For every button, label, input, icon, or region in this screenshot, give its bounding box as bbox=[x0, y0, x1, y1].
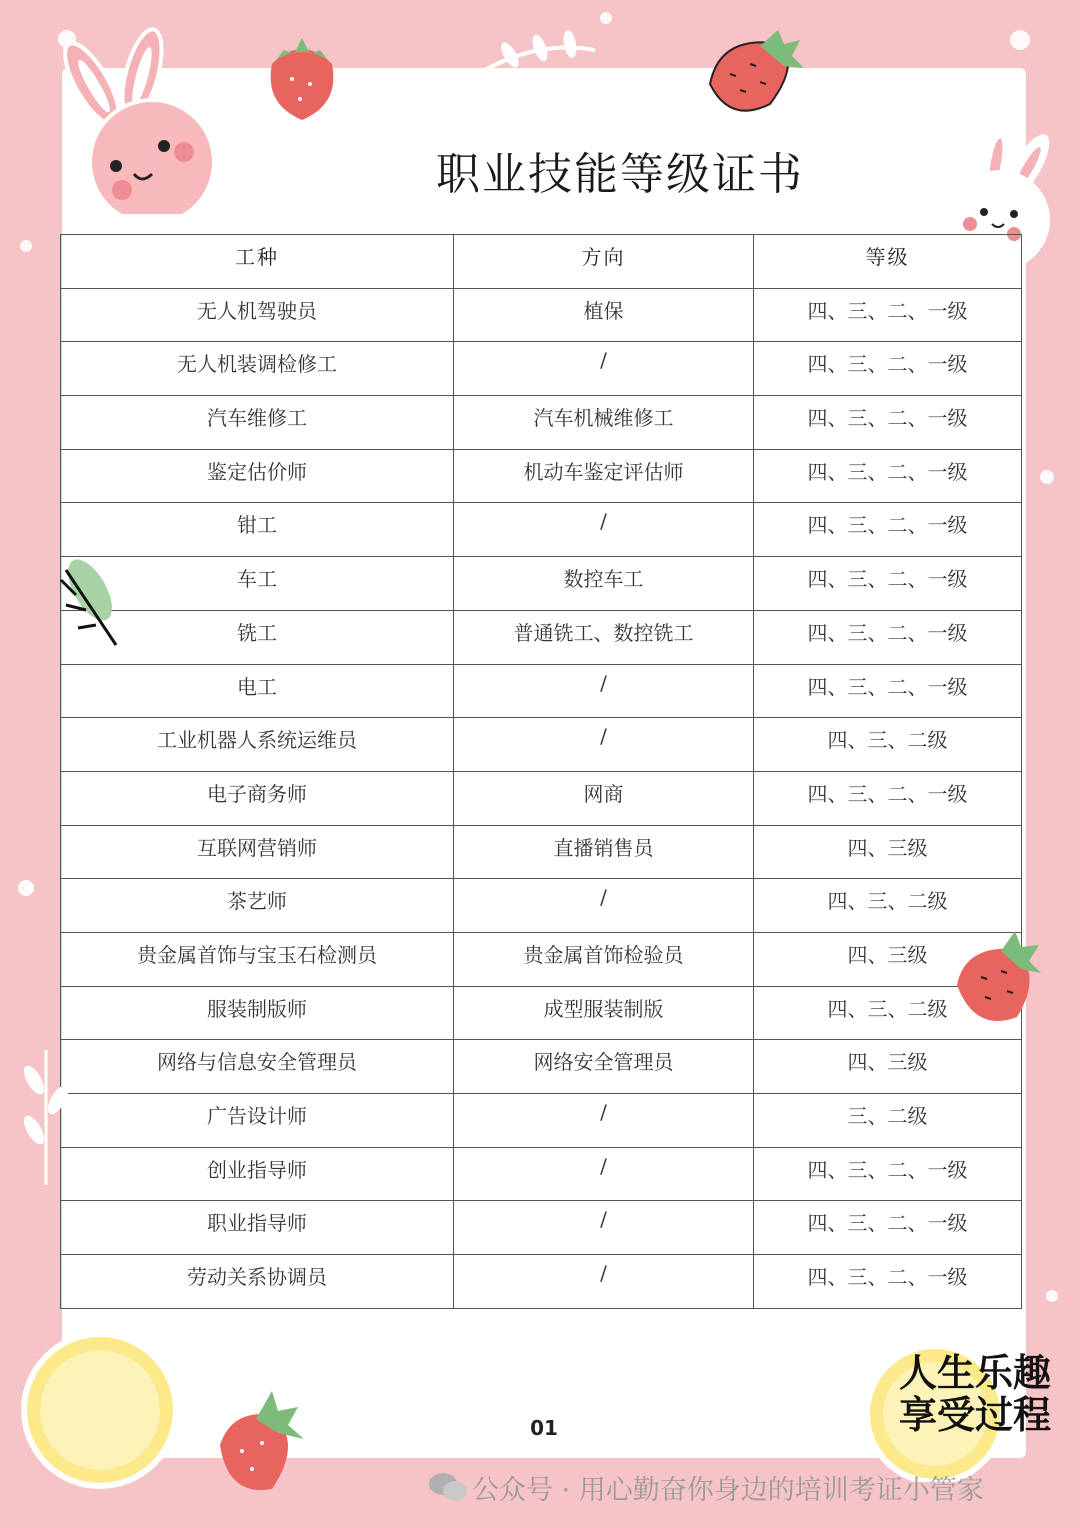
cell-level: 四、三、二、一级 bbox=[754, 557, 1022, 611]
cell-level: 三、二级 bbox=[754, 1094, 1022, 1148]
cell-job-type: 汽车维修工 bbox=[61, 396, 454, 450]
cell-direction: / bbox=[454, 1255, 754, 1309]
cell-job-type: 职业指导师 bbox=[61, 1201, 454, 1255]
bunny-icon bbox=[34, 24, 224, 214]
table-row bbox=[61, 1094, 1022, 1148]
cell-direction: 成型服装制版 bbox=[454, 986, 754, 1040]
cell-direction: / bbox=[454, 1094, 754, 1148]
cell-level: 四、三、二级 bbox=[754, 718, 1022, 772]
cell-level: 四、三级 bbox=[754, 825, 1022, 879]
table-row bbox=[61, 342, 1022, 396]
cell-direction: 数控车工 bbox=[454, 557, 754, 611]
cell-level: 四、三、二、一级 bbox=[754, 503, 1022, 557]
cell-level: 四、三、二、一级 bbox=[754, 1255, 1022, 1309]
header-direction: 方向 bbox=[454, 235, 754, 289]
cell-level: 四、三、二级 bbox=[754, 986, 1022, 1040]
leaf-icon bbox=[56, 550, 126, 650]
cell-job-type: 劳动关系协调员 bbox=[61, 1255, 454, 1309]
certificate-table bbox=[60, 234, 1022, 1309]
cell-job-type: 服装制版师 bbox=[61, 986, 454, 1040]
table-row bbox=[61, 288, 1022, 342]
cell-direction: / bbox=[454, 503, 754, 557]
cell-direction: 网络安全管理员 bbox=[454, 1040, 754, 1094]
page-number: 01 bbox=[530, 1416, 558, 1440]
header-level: 等级 bbox=[754, 235, 1022, 289]
watermark: 公众号 · 用心勤奋你身边的培训考证小管家 bbox=[472, 1475, 984, 1506]
cell-level: 四、三级 bbox=[754, 1040, 1022, 1094]
bg-dot bbox=[1010, 30, 1030, 50]
leaf-icon bbox=[480, 30, 600, 80]
cell-job-type: 茶艺师 bbox=[61, 879, 454, 933]
strawberry-icon bbox=[945, 925, 1045, 1035]
table-row bbox=[61, 610, 1022, 664]
slogan-line-2: 享受过程 bbox=[898, 1393, 1051, 1437]
page-title: 职业技能等级证书 bbox=[436, 149, 804, 200]
bg-dot bbox=[20, 240, 32, 252]
table-row bbox=[61, 557, 1022, 611]
header-job-type: 工种 bbox=[61, 235, 454, 289]
cell-level: 四、三、二、一级 bbox=[754, 342, 1022, 396]
table-row bbox=[61, 879, 1022, 933]
cell-job-type: 鉴定估价师 bbox=[61, 449, 454, 503]
strawberry-icon bbox=[212, 1385, 312, 1505]
cell-job-type: 车工 bbox=[61, 557, 454, 611]
cell-direction: / bbox=[454, 664, 754, 718]
cell-direction: 普通铣工、数控铣工 bbox=[454, 610, 754, 664]
table-row bbox=[61, 932, 1022, 986]
bg-dot bbox=[600, 12, 612, 24]
table-row bbox=[61, 396, 1022, 450]
table-row bbox=[61, 664, 1022, 718]
cell-job-type: 无人机驾驶员 bbox=[61, 288, 454, 342]
bg-dot bbox=[1040, 470, 1054, 484]
cell-direction: / bbox=[454, 1147, 754, 1201]
strawberry-icon bbox=[700, 24, 810, 124]
cell-level: 四、三、二、一级 bbox=[754, 288, 1022, 342]
table-row bbox=[61, 503, 1022, 557]
cell-level: 四、三级 bbox=[754, 932, 1022, 986]
cell-level: 四、三、二、一级 bbox=[754, 771, 1022, 825]
wechat-icon bbox=[428, 1470, 468, 1504]
table-row bbox=[61, 825, 1022, 879]
cell-direction: / bbox=[454, 718, 754, 772]
cell-job-type: 网络与信息安全管理员 bbox=[61, 1040, 454, 1094]
leaf-icon bbox=[16, 1040, 76, 1190]
cell-job-type: 贵金属首饰与宝玉石检测员 bbox=[61, 932, 454, 986]
cell-job-type: 钳工 bbox=[61, 503, 454, 557]
cell-direction: / bbox=[454, 1201, 754, 1255]
cell-job-type: 工业机器人系统运维员 bbox=[61, 718, 454, 772]
strawberry-icon bbox=[262, 24, 342, 124]
cell-level: 四、三、二级 bbox=[754, 879, 1022, 933]
bg-dot bbox=[18, 880, 34, 896]
lemon-icon bbox=[20, 1330, 180, 1490]
cell-direction: 直播销售员 bbox=[454, 825, 754, 879]
cell-job-type: 互联网营销师 bbox=[61, 825, 454, 879]
cell-job-type: 铣工 bbox=[61, 610, 454, 664]
table-row bbox=[61, 986, 1022, 1040]
cell-level: 四、三、二、一级 bbox=[754, 1147, 1022, 1201]
table-row bbox=[61, 1255, 1022, 1309]
table-row bbox=[61, 771, 1022, 825]
cell-direction: 贵金属首饰检验员 bbox=[454, 932, 754, 986]
cell-level: 四、三、二、一级 bbox=[754, 610, 1022, 664]
table-row bbox=[61, 1040, 1022, 1094]
table-row bbox=[61, 718, 1022, 772]
table-row bbox=[61, 1147, 1022, 1201]
cell-level: 四、三、二、一级 bbox=[754, 396, 1022, 450]
cell-job-type: 创业指导师 bbox=[61, 1147, 454, 1201]
table-header-row bbox=[61, 235, 1022, 289]
table-row bbox=[61, 1201, 1022, 1255]
bg-dot bbox=[1046, 1290, 1058, 1302]
cell-direction: 网商 bbox=[454, 771, 754, 825]
slogan bbox=[880, 1352, 1070, 1436]
cell-job-type: 无人机装调检修工 bbox=[61, 342, 454, 396]
cell-direction: / bbox=[454, 342, 754, 396]
slogan-line-1: 人生乐趣 bbox=[898, 1351, 1051, 1395]
cell-level: 四、三、二、一级 bbox=[754, 449, 1022, 503]
cell-level: 四、三、二、一级 bbox=[754, 1201, 1022, 1255]
cell-job-type: 电工 bbox=[61, 664, 454, 718]
cell-level: 四、三、二、一级 bbox=[754, 664, 1022, 718]
cell-direction: 汽车机械维修工 bbox=[454, 396, 754, 450]
cell-direction: 植保 bbox=[454, 288, 754, 342]
cell-job-type: 广告设计师 bbox=[61, 1094, 454, 1148]
cell-direction: / bbox=[454, 879, 754, 933]
cell-direction: 机动车鉴定评估师 bbox=[454, 449, 754, 503]
table-row bbox=[61, 449, 1022, 503]
cell-job-type: 电子商务师 bbox=[61, 771, 454, 825]
